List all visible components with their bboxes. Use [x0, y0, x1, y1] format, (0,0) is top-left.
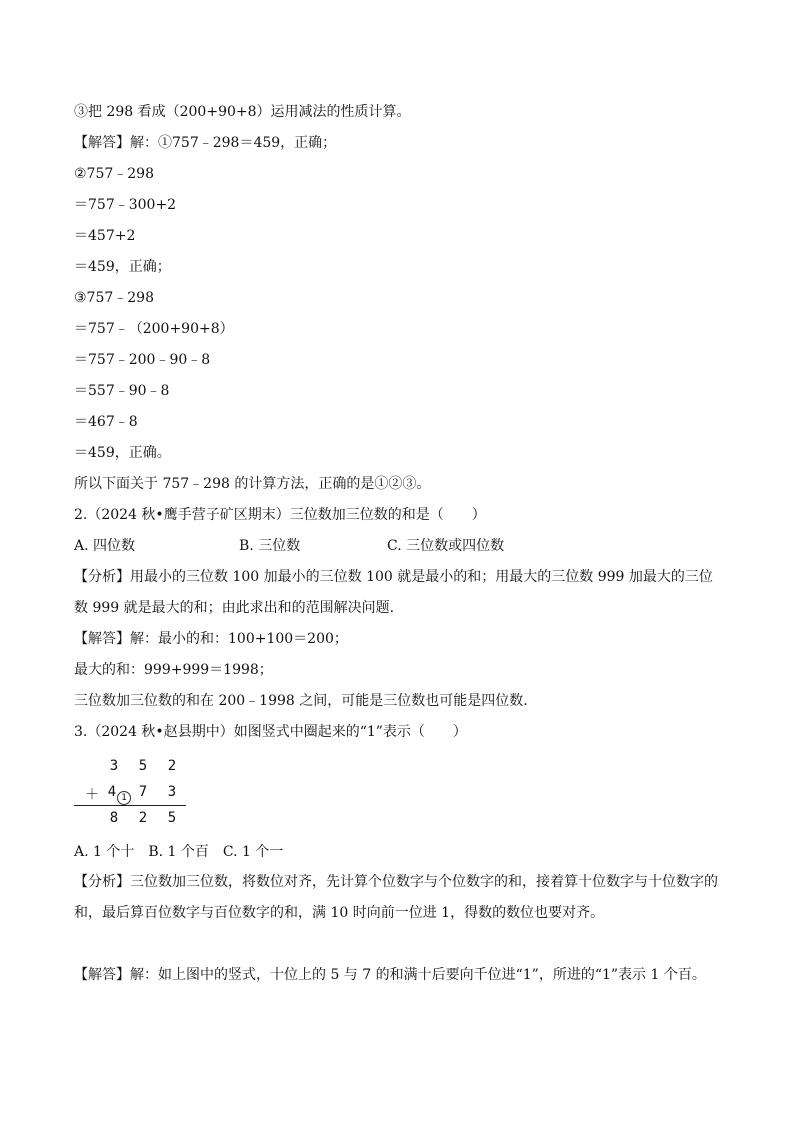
question-3-options: A. 1 个十 B. 1 个百 C. 1 个一	[74, 844, 284, 860]
digit: 4	[107, 784, 117, 800]
digit: 2	[138, 810, 148, 826]
option-b: B. 三位数	[239, 538, 301, 554]
solution-line: ＝757﹣200﹣90﹣8	[74, 352, 211, 368]
question-3-stem: 3.（2024 秋•赵县期中）如图竖式中圈起来的“1”表示（ ）	[74, 724, 467, 740]
solution-line: ＝459，正确。	[74, 445, 171, 461]
solution-line: 【解答】解：①757﹣298＝459，正确；	[74, 135, 337, 151]
solution-line: ＝457+2	[74, 228, 136, 244]
solution-line: ②757﹣298	[74, 166, 154, 182]
digit: 2	[167, 758, 177, 774]
digit: 7	[138, 784, 148, 800]
question-2-analysis: 【分析】用最小的三位数 100 加最小的三位数 100 就是最小的和；用最大的三位数 999 加最大的三位数 999 就是最大的和；由此求出和的范围解决问题.	[74, 569, 713, 616]
digit: 5	[167, 810, 177, 826]
solution-line: ＝459，正确；	[74, 259, 171, 275]
option-c: C. 三位数或四位数	[387, 538, 505, 554]
solution-line: ＝757﹣（200+90+8）	[74, 321, 234, 337]
solution-line: ③把 298 看成（200+90+8）运用减法的性质计算。	[74, 104, 411, 120]
digit: 3	[109, 758, 119, 774]
solution-line: ＝757﹣300+2	[74, 197, 177, 213]
solution-line: ＝557﹣90﹣8	[74, 383, 170, 399]
digit: 5	[138, 758, 148, 774]
question-2-answer-line: 三位数加三位数的和在 200﹣1998 之间，可能是三位数也可能是四位数.	[74, 693, 528, 709]
plus-sign: ＋	[85, 787, 99, 803]
question-3-answer: 【解答】解：如上图中的竖式，十位上的 5 与 7 的和满十后要向千位进“1”，所进的“1”表示 1 个百。	[74, 967, 706, 983]
circled-carry-one: 1	[117, 791, 131, 805]
digit: 3	[167, 784, 177, 800]
vertical-addition-figure	[74, 754, 186, 834]
solution-conclusion: 所以下面关于 757﹣298 的计算方法，正确的是①②③。	[74, 476, 431, 492]
question-2-answer-line: 最大的和：999+999＝1998；	[74, 662, 273, 678]
question-2-stem: 2.（2024 秋•鹰手营子矿区期末）三位数加三位数的和是（ ）	[74, 507, 486, 523]
solution-line: ＝467﹣8	[74, 414, 138, 430]
question-2-options	[74, 537, 504, 555]
sum-line	[74, 805, 186, 806]
option-a: A. 四位数	[74, 538, 136, 554]
question-2-answer-line: 【解答】解：最小的和：100+100＝200；	[74, 631, 348, 647]
question-3-analysis: 【分析】三位数加三位数，将数位对齐，先计算个位数字与个位数字的和，接着算十位数字与十位数字的和，最后算百位数字与百位数字的和，满 10 时向前一位进 1，得数的数位也要对齐。	[74, 874, 718, 921]
solution-line: ③757﹣298	[74, 290, 154, 306]
digit: 8	[109, 810, 119, 826]
